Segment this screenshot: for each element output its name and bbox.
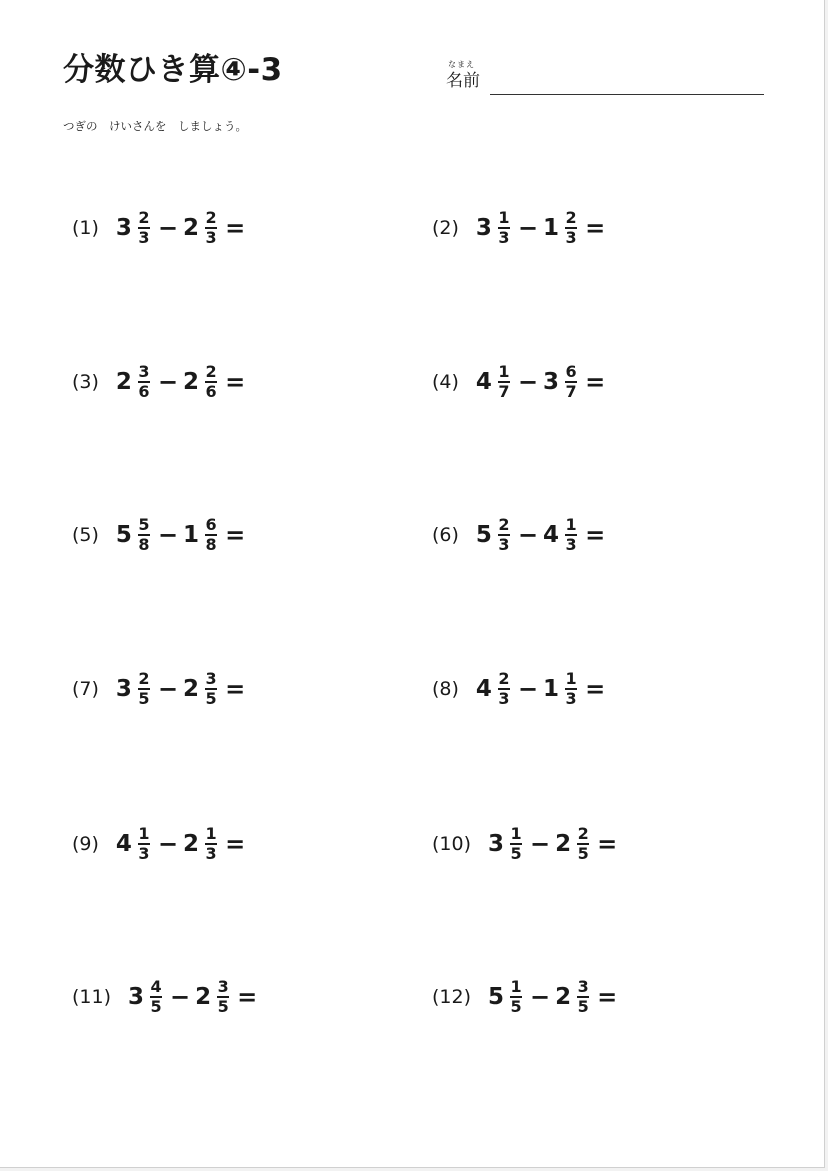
- problem-9: [72, 819, 245, 869]
- whole-number-1: 4: [475, 369, 492, 395]
- whole-number-1: 3: [115, 676, 132, 702]
- denominator-2: 3: [565, 228, 577, 247]
- whole-number-1: 3: [128, 984, 145, 1010]
- whole-number-2: 2: [183, 676, 200, 702]
- denominator-1: 5: [150, 997, 162, 1016]
- fraction-2: [205, 364, 217, 400]
- minus-sign: −: [157, 214, 179, 242]
- numerator-2: 2: [565, 208, 577, 227]
- problem-number: (12): [432, 986, 472, 1008]
- whole-number-1: 3: [115, 215, 132, 241]
- minus-sign: −: [517, 675, 539, 703]
- minus-sign: −: [157, 521, 179, 549]
- name-label: 名前: [446, 71, 480, 91]
- problem-number: (1): [72, 217, 99, 239]
- problem-7: [72, 664, 245, 714]
- whole-number-2: 3: [543, 369, 560, 395]
- equals-sign: =: [237, 983, 258, 1011]
- numerator-2: 3: [205, 669, 217, 688]
- equals-sign: =: [597, 830, 618, 858]
- denominator-2: 6: [205, 382, 217, 401]
- fraction-2: [565, 517, 577, 553]
- page-title: 分数ひき算④-3: [63, 52, 283, 88]
- minus-sign: −: [517, 521, 539, 549]
- whole-number-1: 3: [475, 215, 492, 241]
- numerator-2: 1: [565, 669, 577, 688]
- denominator-2: 5: [205, 689, 217, 708]
- numerator-1: 4: [150, 977, 162, 996]
- fraction-1: [510, 979, 522, 1015]
- denominator-1: 3: [498, 228, 510, 247]
- whole-number-2: 2: [183, 369, 200, 395]
- numerator-1: 3: [138, 362, 150, 381]
- problem-10: [432, 819, 617, 869]
- fraction-1: [150, 979, 162, 1015]
- problem-number: (3): [72, 371, 99, 393]
- whole-number-2: 1: [183, 522, 200, 548]
- fraction-2: [565, 671, 577, 707]
- problem-number: (6): [432, 524, 459, 546]
- equals-sign: =: [225, 214, 246, 242]
- denominator-1: 3: [498, 535, 510, 554]
- minus-sign: −: [157, 830, 179, 858]
- denominator-2: 3: [565, 689, 577, 708]
- numerator-1: 2: [138, 669, 150, 688]
- whole-number-2: 2: [555, 984, 572, 1010]
- minus-sign: −: [157, 675, 179, 703]
- problem-6: [432, 510, 605, 560]
- numerator-2: 3: [217, 977, 229, 996]
- equals-sign: =: [585, 675, 606, 703]
- fraction-2: [205, 671, 217, 707]
- numerator-2: 2: [205, 362, 217, 381]
- whole-number-2: 2: [183, 215, 200, 241]
- minus-sign: −: [170, 983, 191, 1011]
- numerator-2: 1: [205, 824, 217, 843]
- whole-number-1: 5: [488, 984, 505, 1010]
- problem-number: (4): [432, 371, 459, 393]
- whole-number-2: 2: [183, 831, 200, 857]
- problem-12: [432, 972, 617, 1022]
- fraction-1: [138, 364, 150, 400]
- problem-3: [72, 357, 245, 407]
- problem-1: [72, 203, 245, 253]
- whole-number-1: 5: [115, 522, 132, 548]
- numerator-1: 2: [498, 669, 510, 688]
- denominator-2: 3: [565, 535, 577, 554]
- numerator-2: 6: [205, 515, 217, 534]
- denominator-2: 5: [217, 997, 229, 1016]
- problem-number: (11): [72, 986, 112, 1008]
- equals-sign: =: [225, 830, 246, 858]
- name-write-line[interactable]: [490, 94, 764, 95]
- numerator-2: 6: [565, 362, 577, 381]
- numerator-2: 2: [205, 208, 217, 227]
- equals-sign: =: [225, 675, 246, 703]
- denominator-1: 3: [138, 844, 150, 863]
- problem-number: (8): [432, 678, 459, 700]
- minus-sign: −: [517, 214, 539, 242]
- minus-sign: −: [530, 983, 551, 1011]
- denominator-1: 6: [138, 382, 150, 401]
- name-furigana: なまえ: [448, 60, 475, 69]
- denominator-2: 8: [205, 535, 217, 554]
- denominator-1: 3: [138, 228, 150, 247]
- numerator-2: 1: [565, 515, 577, 534]
- denominator-1: 3: [498, 689, 510, 708]
- whole-number-1: 5: [475, 522, 492, 548]
- numerator-1: 1: [510, 824, 522, 843]
- fraction-1: [138, 671, 150, 707]
- fraction-1: [138, 210, 150, 246]
- whole-number-2: 2: [195, 984, 212, 1010]
- problem-number: (5): [72, 524, 99, 546]
- whole-number-2: 1: [543, 676, 560, 702]
- equals-sign: =: [585, 368, 606, 396]
- numerator-1: 1: [498, 362, 510, 381]
- name-field: [446, 60, 766, 100]
- problem-number: (10): [432, 833, 472, 855]
- whole-number-2: 4: [543, 522, 560, 548]
- numerator-2: 2: [577, 824, 589, 843]
- problem-2: [432, 203, 605, 253]
- fraction-2: [205, 210, 217, 246]
- denominator-2: 5: [577, 997, 589, 1016]
- denominator-1: 5: [138, 689, 150, 708]
- whole-number-1: 2: [115, 369, 132, 395]
- fraction-2: [577, 979, 589, 1015]
- fraction-1: [510, 826, 522, 862]
- fraction-1: [498, 210, 510, 246]
- problem-5: [72, 510, 245, 560]
- equals-sign: =: [585, 214, 606, 242]
- problem-4: [432, 357, 605, 407]
- problem-number: (7): [72, 678, 99, 700]
- numerator-1: 1: [498, 208, 510, 227]
- minus-sign: −: [530, 830, 551, 858]
- fraction-2: [217, 979, 229, 1015]
- minus-sign: −: [157, 368, 179, 396]
- minus-sign: −: [517, 368, 539, 396]
- fraction-1: [138, 517, 150, 553]
- numerator-2: 3: [577, 977, 589, 996]
- problem-11: [72, 972, 257, 1022]
- fraction-1: [498, 517, 510, 553]
- equals-sign: =: [585, 521, 606, 549]
- equals-sign: =: [597, 983, 618, 1011]
- denominator-1: 5: [510, 997, 522, 1016]
- problem-8: [432, 664, 605, 714]
- denominator-1: 7: [498, 382, 510, 401]
- whole-number-1: 3: [488, 831, 505, 857]
- whole-number-2: 2: [555, 831, 572, 857]
- fraction-2: [205, 517, 217, 553]
- denominator-2: 7: [565, 382, 577, 401]
- denominator-1: 8: [138, 535, 150, 554]
- whole-number-1: 4: [475, 676, 492, 702]
- equals-sign: =: [225, 368, 246, 396]
- numerator-1: 1: [510, 977, 522, 996]
- numerator-1: 2: [498, 515, 510, 534]
- denominator-1: 5: [510, 844, 522, 863]
- fraction-2: [205, 826, 217, 862]
- numerator-1: 2: [138, 208, 150, 227]
- fraction-1: [498, 364, 510, 400]
- denominator-2: 3: [205, 228, 217, 247]
- fraction-2: [565, 210, 577, 246]
- fraction-2: [577, 826, 589, 862]
- whole-number-2: 1: [543, 215, 560, 241]
- denominator-2: 3: [205, 844, 217, 863]
- fraction-1: [138, 826, 150, 862]
- numerator-1: 1: [138, 824, 150, 843]
- instructions: つぎの けいさんを しましょう。: [63, 119, 247, 133]
- problem-number: (9): [72, 833, 99, 855]
- denominator-2: 5: [577, 844, 589, 863]
- numerator-1: 5: [138, 515, 150, 534]
- fraction-1: [498, 671, 510, 707]
- fraction-2: [565, 364, 577, 400]
- whole-number-1: 4: [115, 831, 132, 857]
- equals-sign: =: [225, 521, 246, 549]
- problem-number: (2): [432, 217, 459, 239]
